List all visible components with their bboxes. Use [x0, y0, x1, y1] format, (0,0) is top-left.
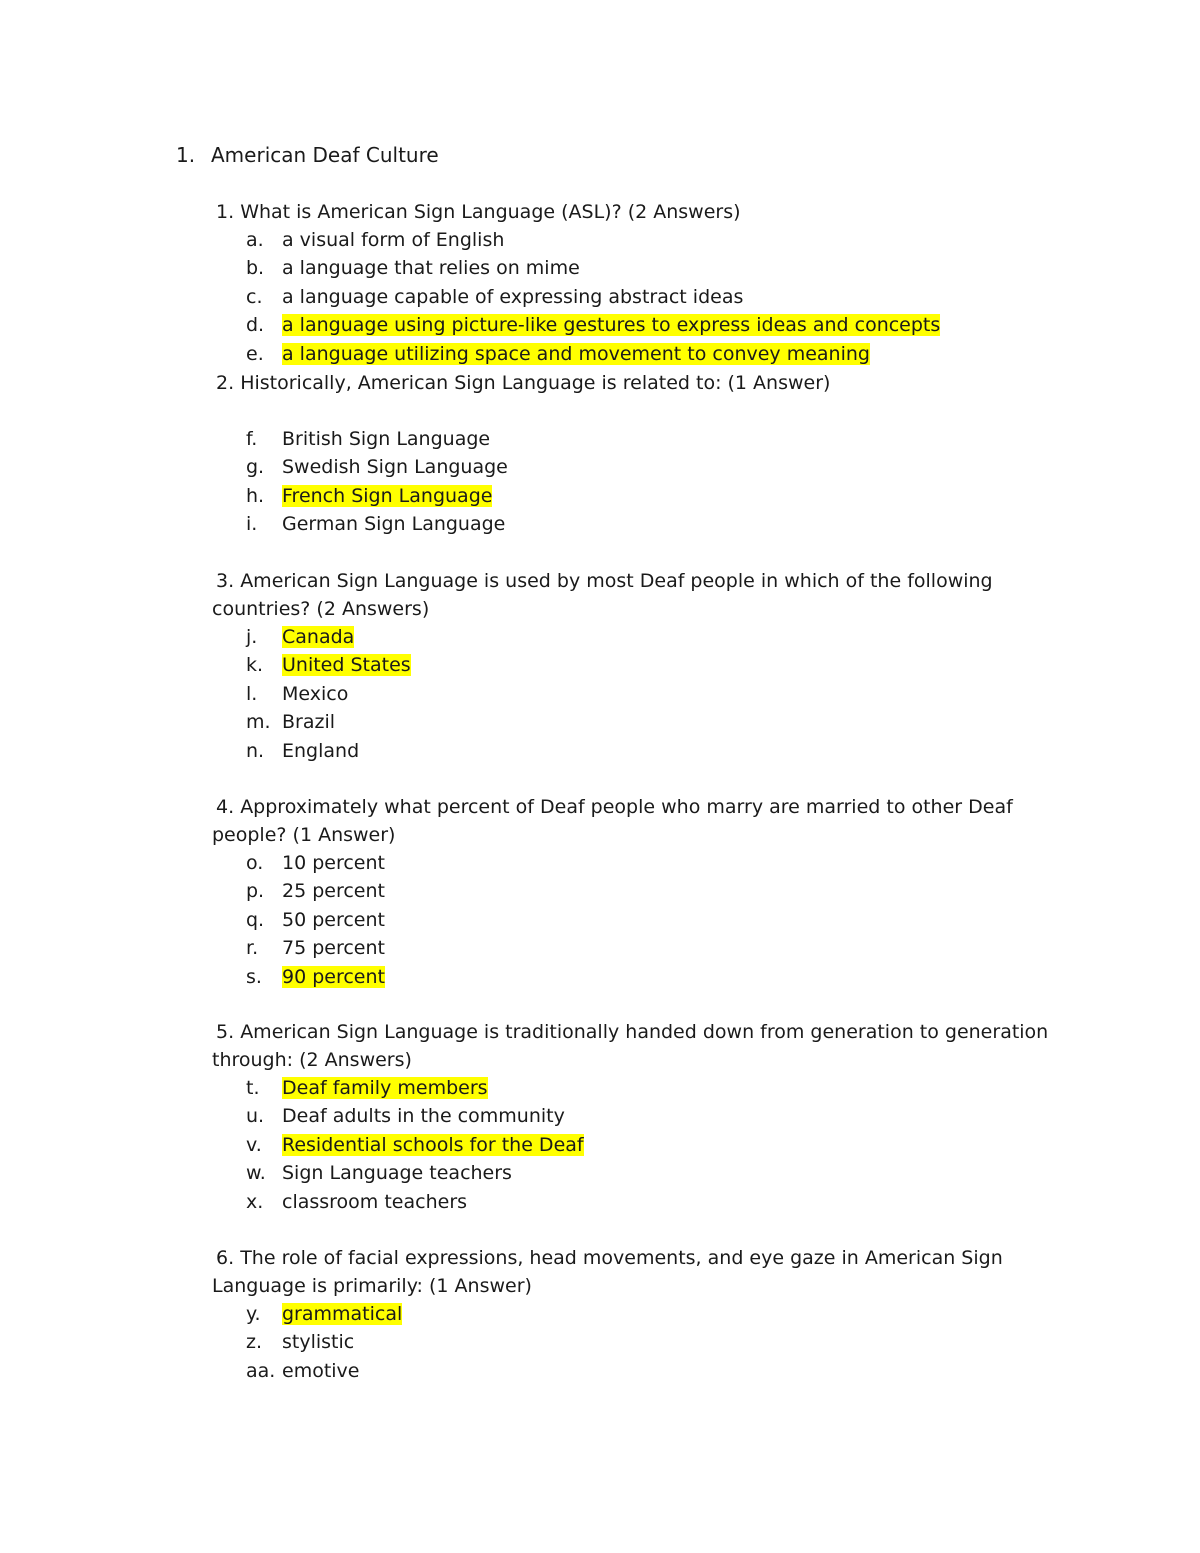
option-h	[246, 482, 1066, 510]
option-letter: m.	[246, 711, 271, 734]
highlighted-answer: 90 percent	[282, 965, 385, 988]
option-letter: z.	[246, 1331, 263, 1354]
option-text: 10 percent	[282, 852, 385, 874]
option-f	[246, 425, 1066, 453]
option-text: British Sign Language	[282, 428, 491, 450]
option-text: Brazil	[282, 711, 336, 734]
option-w	[246, 1159, 1066, 1187]
option-letter: f.	[246, 428, 258, 450]
option-letter: v.	[246, 1133, 262, 1156]
option-s	[246, 963, 1066, 991]
option-text: a visual form of English	[282, 229, 505, 251]
option-letter: n.	[246, 739, 265, 762]
question-number: 4.	[216, 796, 235, 818]
option-letter: l.	[246, 682, 258, 705]
option-v	[246, 1131, 1066, 1159]
option-c	[246, 283, 1066, 311]
option-letter: o.	[246, 852, 264, 874]
section-title: American Deaf Culture	[211, 143, 439, 167]
option-d	[246, 311, 1066, 339]
question-5	[212, 1018, 1072, 1074]
option-letter: g.	[246, 456, 265, 479]
option-a	[246, 226, 1066, 254]
option-text: England	[282, 739, 360, 762]
highlighted-answer: a language using picture-like gestures to express ideas and concepts	[282, 314, 941, 337]
highlighted-answer: Canada	[282, 626, 355, 648]
section-number: 1.	[176, 143, 196, 167]
question-number: 3.	[216, 570, 235, 592]
option-t	[246, 1074, 1066, 1102]
option-letter: t.	[246, 1077, 260, 1099]
options-list-3	[246, 623, 1066, 765]
option-n	[246, 737, 1066, 765]
option-i	[246, 510, 1066, 538]
section-heading	[176, 142, 439, 168]
question-number: 2.	[216, 372, 235, 394]
question-2	[212, 369, 1072, 397]
option-text: German Sign Language	[282, 513, 506, 536]
option-p	[246, 877, 1066, 905]
option-r	[246, 934, 1066, 962]
option-letter: c.	[246, 285, 263, 308]
option-letter: h.	[246, 484, 265, 507]
question-3	[212, 567, 1072, 623]
option-letter: k.	[246, 654, 264, 677]
option-k	[246, 651, 1066, 679]
option-l	[246, 680, 1066, 708]
question-text: Approximately what percent of Deaf people who marry are married to other Deaf people? (1 Answer)	[212, 796, 1013, 846]
highlighted-answer: United States	[282, 654, 411, 677]
option-aa	[246, 1357, 1066, 1385]
option-e	[246, 340, 1066, 368]
highlighted-answer: Deaf family members	[282, 1077, 488, 1099]
question-number: 1.	[216, 201, 235, 223]
option-y	[246, 1300, 1066, 1328]
options-list-4	[246, 849, 1066, 991]
option-o	[246, 849, 1066, 877]
question-6	[212, 1244, 1072, 1300]
question-text: American Sign Language is traditionally handed down from generation to generation through: (2 Answers)	[212, 1021, 1049, 1071]
option-text: a language capable of expressing abstract ideas	[282, 285, 744, 308]
option-text: Deaf adults in the community	[282, 1105, 565, 1128]
highlighted-answer: a language utilizing space and movement to convey meaning	[282, 342, 870, 365]
option-letter: b.	[246, 257, 265, 280]
question-text: The role of facial expressions, head movements, and eye gaze in American Sign Language is primarily: (1 Answer)	[212, 1247, 1003, 1297]
option-text: stylistic	[282, 1331, 355, 1354]
option-b	[246, 254, 1066, 282]
option-letter: d.	[246, 314, 265, 337]
options-list-6	[246, 1300, 1066, 1385]
option-text: classroom teachers	[282, 1190, 468, 1213]
option-letter: aa.	[246, 1359, 276, 1382]
option-z	[246, 1328, 1066, 1356]
option-letter: i.	[246, 513, 258, 536]
options-list-1	[246, 226, 1066, 368]
option-letter: j.	[246, 626, 258, 648]
option-letter: s.	[246, 965, 262, 988]
option-text: 75 percent	[282, 937, 385, 960]
option-letter: r.	[246, 937, 259, 960]
highlighted-answer: Residential schools for the Deaf	[282, 1133, 584, 1156]
question-text: Historically, American Sign Language is related to: (1 Answer)	[240, 372, 831, 394]
option-letter: p.	[246, 880, 265, 903]
option-m	[246, 708, 1066, 736]
option-letter: a.	[246, 229, 264, 251]
option-g	[246, 453, 1066, 481]
question-text: What is American Sign Language (ASL)? (2 Answers)	[240, 201, 741, 223]
option-letter: e.	[246, 342, 264, 365]
question-1	[212, 198, 1072, 226]
option-letter: y.	[246, 1303, 261, 1325]
option-text: 50 percent	[282, 908, 385, 931]
option-text: Swedish Sign Language	[282, 456, 508, 479]
option-j	[246, 623, 1066, 651]
option-letter: w.	[246, 1162, 266, 1185]
question-4	[212, 793, 1072, 849]
question-text: American Sign Language is used by most Deaf people in which of the following countries? (2 Answers)	[212, 570, 993, 620]
option-x	[246, 1188, 1066, 1216]
option-letter: x.	[246, 1190, 264, 1213]
option-letter: u.	[246, 1105, 265, 1128]
option-text: 25 percent	[282, 880, 385, 903]
option-u	[246, 1102, 1066, 1130]
highlighted-answer: French Sign Language	[282, 484, 493, 507]
option-letter: q.	[246, 908, 265, 931]
highlighted-answer: grammatical	[282, 1303, 403, 1325]
option-text: Mexico	[282, 682, 349, 705]
option-text: emotive	[282, 1359, 360, 1382]
options-list-2	[246, 425, 1066, 539]
options-list-5	[246, 1074, 1066, 1216]
option-q	[246, 906, 1066, 934]
option-text: a language that relies on mime	[282, 257, 580, 280]
question-number: 6.	[216, 1247, 235, 1269]
question-number: 5.	[216, 1021, 235, 1043]
option-text: Sign Language teachers	[282, 1162, 512, 1185]
